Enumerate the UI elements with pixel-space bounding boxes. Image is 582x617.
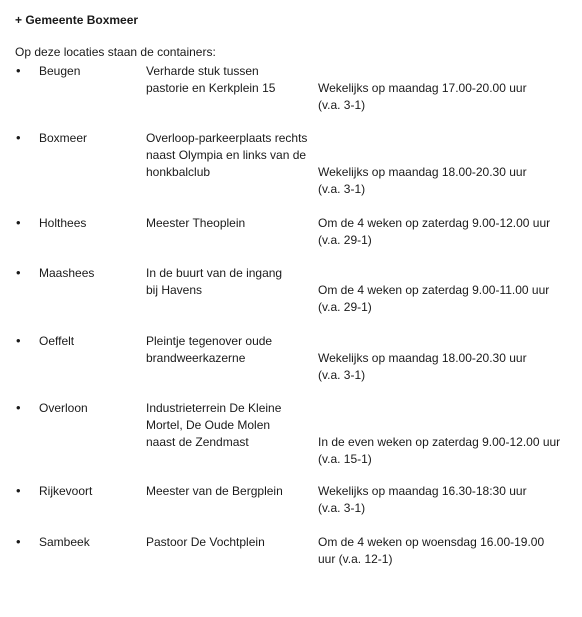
location-line: naast de Zendmast	[146, 434, 249, 449]
bullet-icon: •	[16, 215, 21, 230]
collection-schedule	[318, 215, 580, 249]
bullet-icon: •	[16, 265, 21, 280]
schedule-line: (v.a. 3-1)	[318, 500, 366, 515]
schedule-line: In de even weken op zaterdag 9.00-12.00 uur	[318, 435, 561, 449]
bullet-icon: •	[16, 483, 21, 498]
schedule-line: (v.a. 29-1)	[318, 299, 372, 314]
bullet-icon: •	[16, 333, 21, 348]
location-line: Meester Theoplein	[146, 216, 246, 230]
location-line: Mortel, De Oude Molen	[146, 417, 271, 432]
location-line: Verharde stuk tussen	[146, 64, 259, 78]
location-description	[146, 215, 316, 232]
schedule-line: (v.a. 29-1)	[318, 232, 372, 247]
collection-schedule	[318, 282, 580, 316]
collection-schedule	[318, 534, 580, 568]
location-line: Overloop-parkeerplaats rechts	[146, 131, 308, 145]
location-description	[146, 130, 316, 180]
location-line: Meester van de Bergplein	[146, 484, 283, 498]
schedule-line: (v.a. 3-1)	[318, 181, 366, 196]
location-line: Industrieterrein De Kleine	[146, 401, 282, 415]
intro-text: Op deze locaties staan de containers:	[15, 45, 216, 59]
location-description	[146, 400, 316, 450]
location-description	[146, 63, 316, 97]
location-line: honkbalclub	[146, 164, 211, 179]
schedule-line: Wekelijks op maandag 17.00-20.00 uur	[318, 81, 527, 95]
schedule-line: Om de 4 weken op woensdag 16.00-19.00	[318, 535, 545, 549]
location-line: Pleintje tegenover oude	[146, 334, 273, 348]
bullet-icon: •	[16, 534, 21, 549]
town-name: Boxmeer	[39, 131, 88, 145]
collection-schedule	[318, 483, 580, 517]
schedule-line: (v.a. 3-1)	[318, 97, 366, 112]
town-name: Rijkevoort	[39, 484, 93, 498]
collection-schedule	[318, 434, 580, 468]
location-line: In de buurt van de ingang	[146, 266, 283, 280]
location-line: Pastoor De Vochtplein	[146, 535, 265, 549]
schedule-line: (v.a. 3-1)	[318, 367, 366, 382]
location-description	[146, 333, 316, 367]
location-line: pastorie en Kerkplein 15	[146, 80, 276, 95]
schedule-line: Wekelijks op maandag 16.30-18:30 uur	[318, 484, 527, 498]
location-description	[146, 534, 316, 551]
town-name: Maashees	[39, 266, 95, 280]
schedule-line: uur (v.a. 12-1)	[318, 551, 393, 566]
location-description	[146, 483, 316, 500]
collection-schedule	[318, 164, 580, 198]
bullet-icon: •	[16, 400, 21, 415]
schedule-line: Wekelijks op maandag 18.00-20.30 uur	[318, 165, 527, 179]
location-description	[146, 265, 316, 299]
town-name: Oeffelt	[39, 334, 75, 348]
bullet-icon: •	[16, 63, 21, 78]
town-name: Holthees	[39, 216, 87, 230]
schedule-line: Om de 4 weken op zaterdag 9.00-11.00 uur	[318, 283, 550, 297]
page-heading: + Gemeente Boxmeer	[15, 13, 139, 27]
collection-schedule	[318, 350, 580, 384]
town-name: Beugen	[39, 64, 81, 78]
town-name: Overloon	[39, 401, 88, 415]
schedule-line: Om de 4 weken op zaterdag 9.00-12.00 uur	[318, 216, 551, 230]
schedule-line: Wekelijks op maandag 18.00-20.30 uur	[318, 351, 527, 365]
location-line: brandweerkazerne	[146, 350, 246, 365]
location-line: bij Havens	[146, 282, 203, 297]
location-line: naast Olympia en links van de	[146, 147, 307, 162]
town-name: Sambeek	[39, 535, 90, 549]
schedule-line: (v.a. 15-1)	[318, 451, 372, 466]
bullet-icon: •	[16, 130, 21, 145]
collection-schedule	[318, 80, 580, 114]
